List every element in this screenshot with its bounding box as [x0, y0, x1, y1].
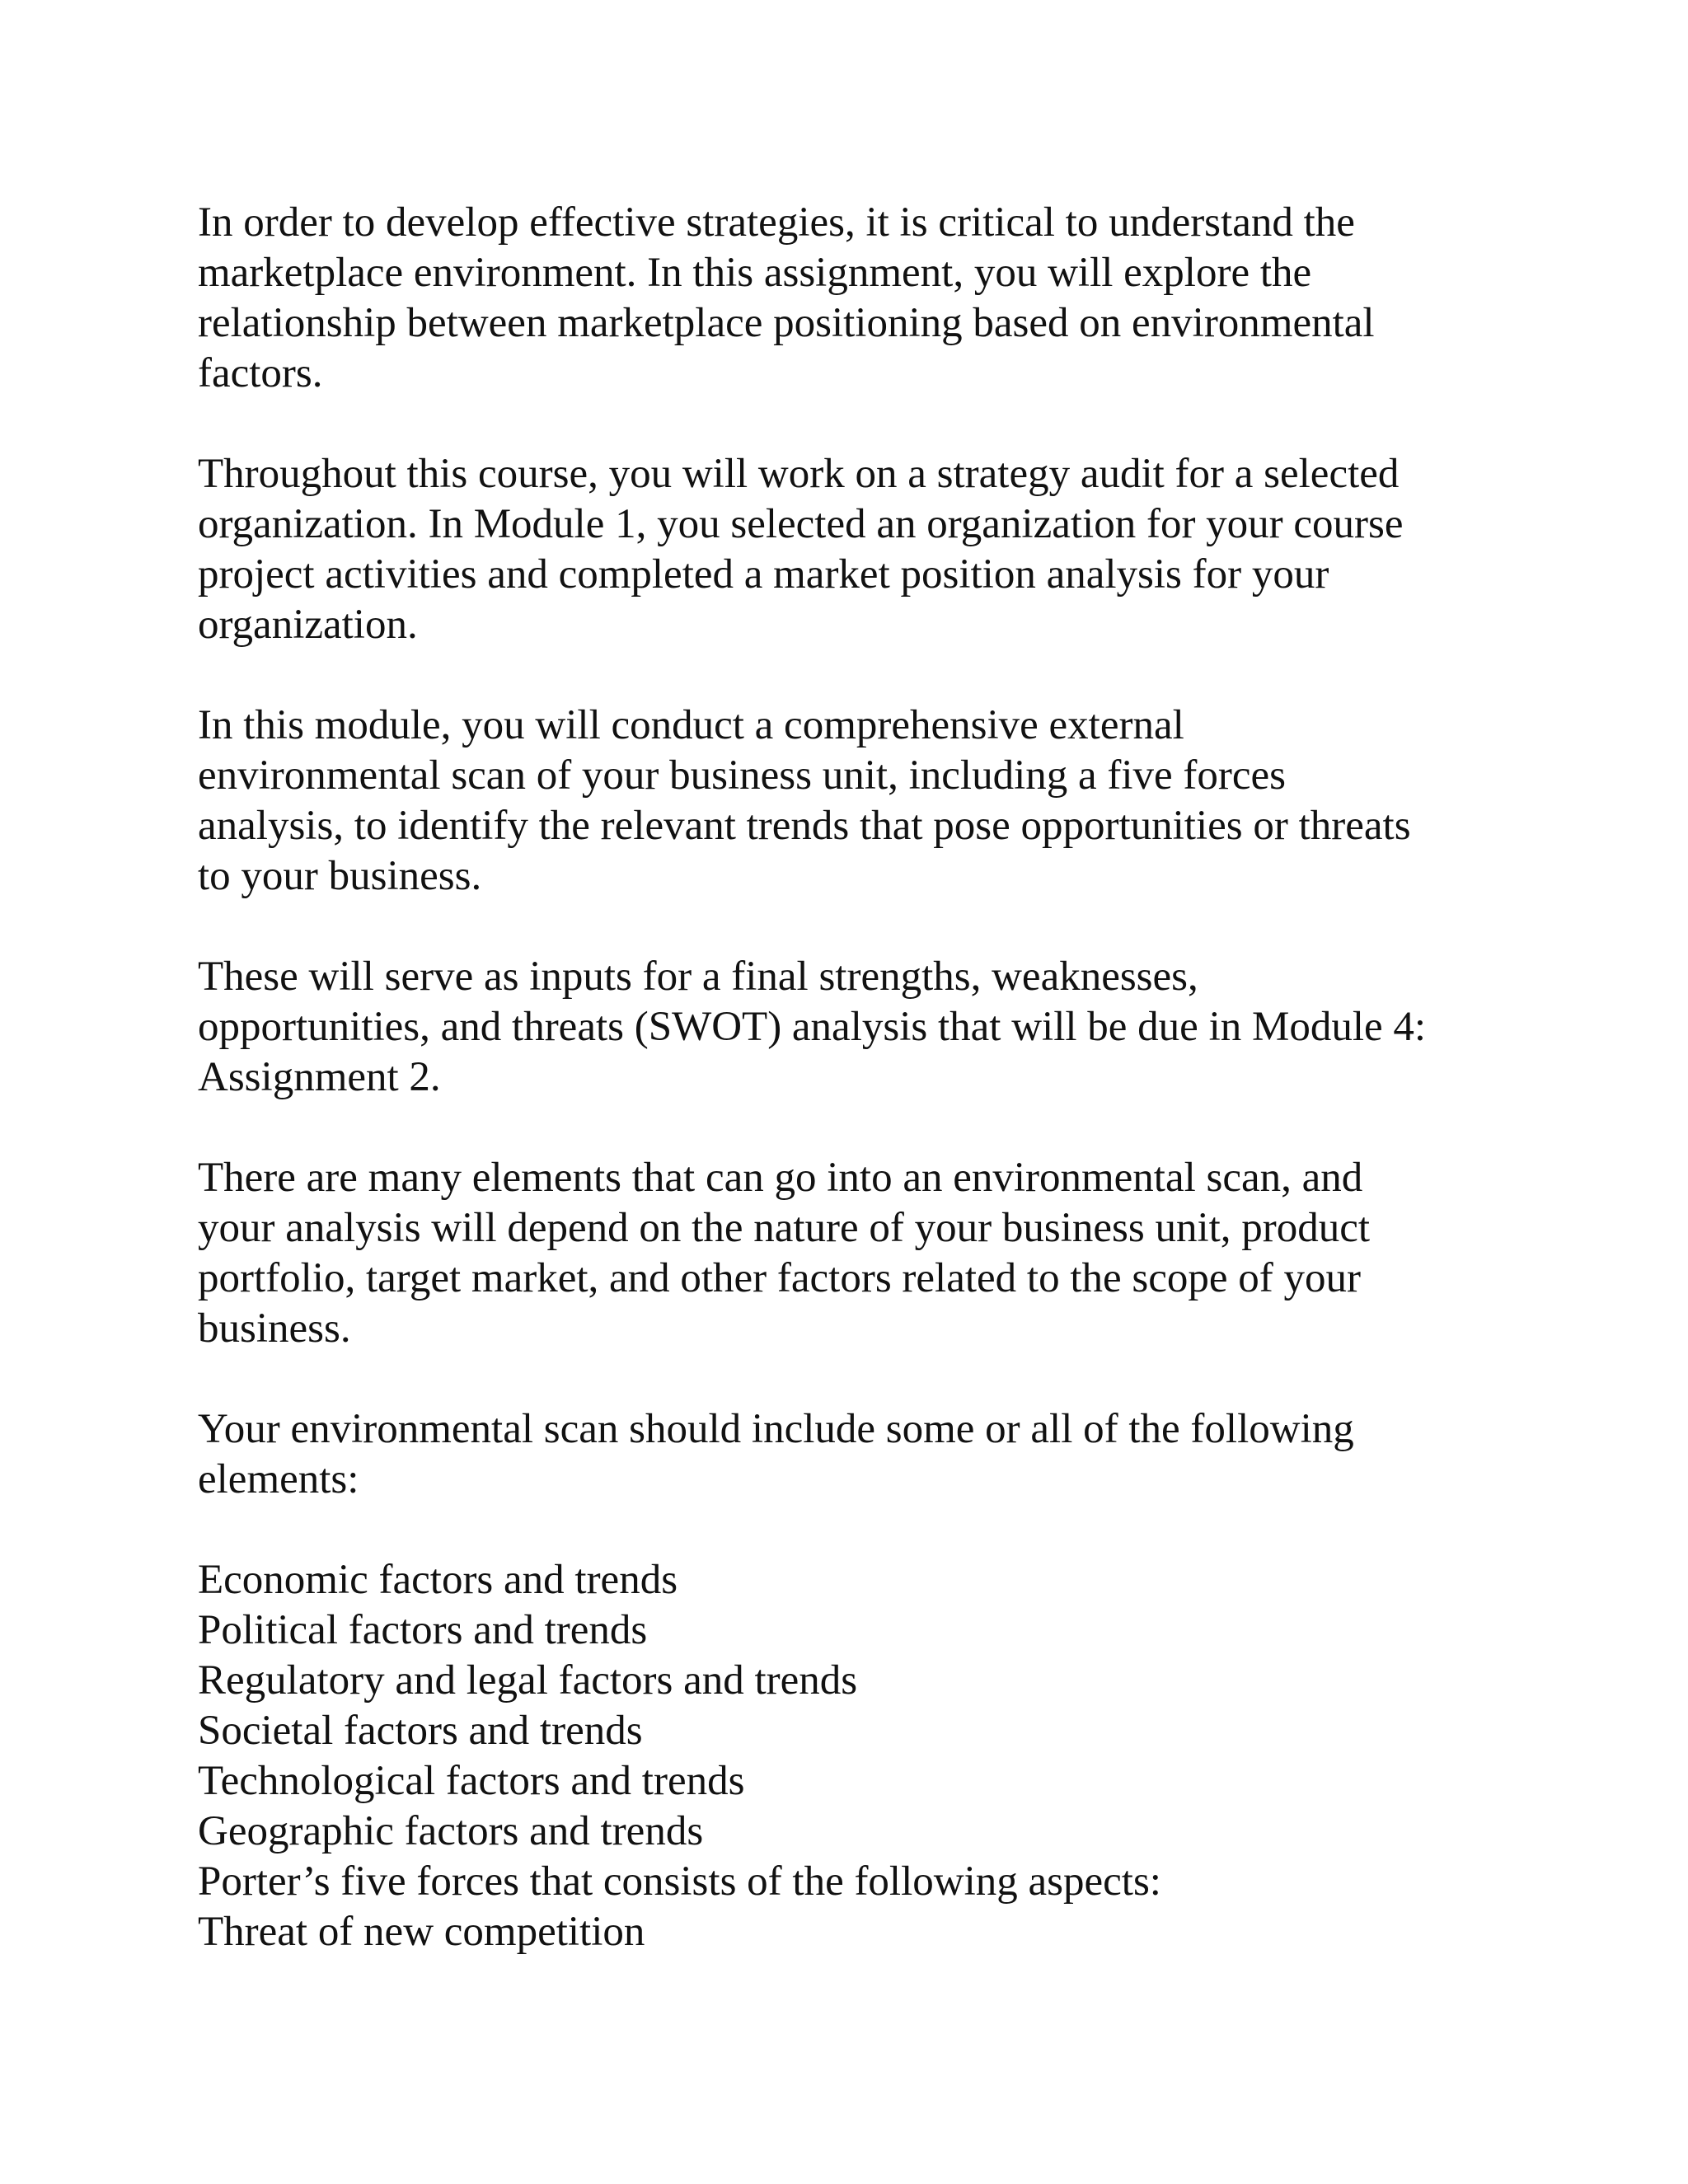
document-body: [198, 198, 1517, 1957]
paragraph-scan-include: Your environmental scan should include some or all of the following elements:: [198, 1406, 1354, 1502]
list-item: Societal factors and trends: [198, 1708, 643, 1754]
list-item: Political factors and trends: [198, 1607, 648, 1653]
list-item: Regulatory and legal factors and trends: [198, 1657, 858, 1704]
list-item: Technological factors and trends: [198, 1758, 745, 1804]
list-item: Threat of new competition: [198, 1909, 645, 1955]
list-item: Geographic factors and trends: [198, 1808, 704, 1854]
paragraph-strategy-audit: Throughout this course, you will work on a strategy audit for a selected organization. In Module 1, you selected an organization for your course project activities and completed a market position analysis for your organization.: [198, 451, 1404, 648]
elements-list: [198, 1555, 1517, 1957]
list-item: Economic factors and trends: [198, 1557, 678, 1603]
paragraph-scan-elements: There are many elements that can go into an environmental scan, and your analysis will depend on the nature of your business unit, product portfolio, target market, and other factors related to the scope of your business.: [198, 1155, 1371, 1352]
paragraph-swot-inputs: These will serve as inputs for a final strengths, weaknesses, opportunities, and threats (SWOT) analysis that will be due in Module 4: Assignment 2.: [198, 954, 1427, 1100]
paragraph-module-scan: In this module, you will conduct a comprehensive external environmental scan of your business unit, including a five forces analysis, to identify the relevant trends that pose opportunities or threats to your business.: [198, 702, 1411, 899]
paragraph-intro: In order to develop effective strategies, it is critical to understand the marketplace environment. In this assignment, you will explore the relationship between marketplace positioning based on environmental factors.: [198, 199, 1375, 396]
list-item: Porter’s five forces that consists of the following aspects:: [198, 1858, 1161, 1905]
